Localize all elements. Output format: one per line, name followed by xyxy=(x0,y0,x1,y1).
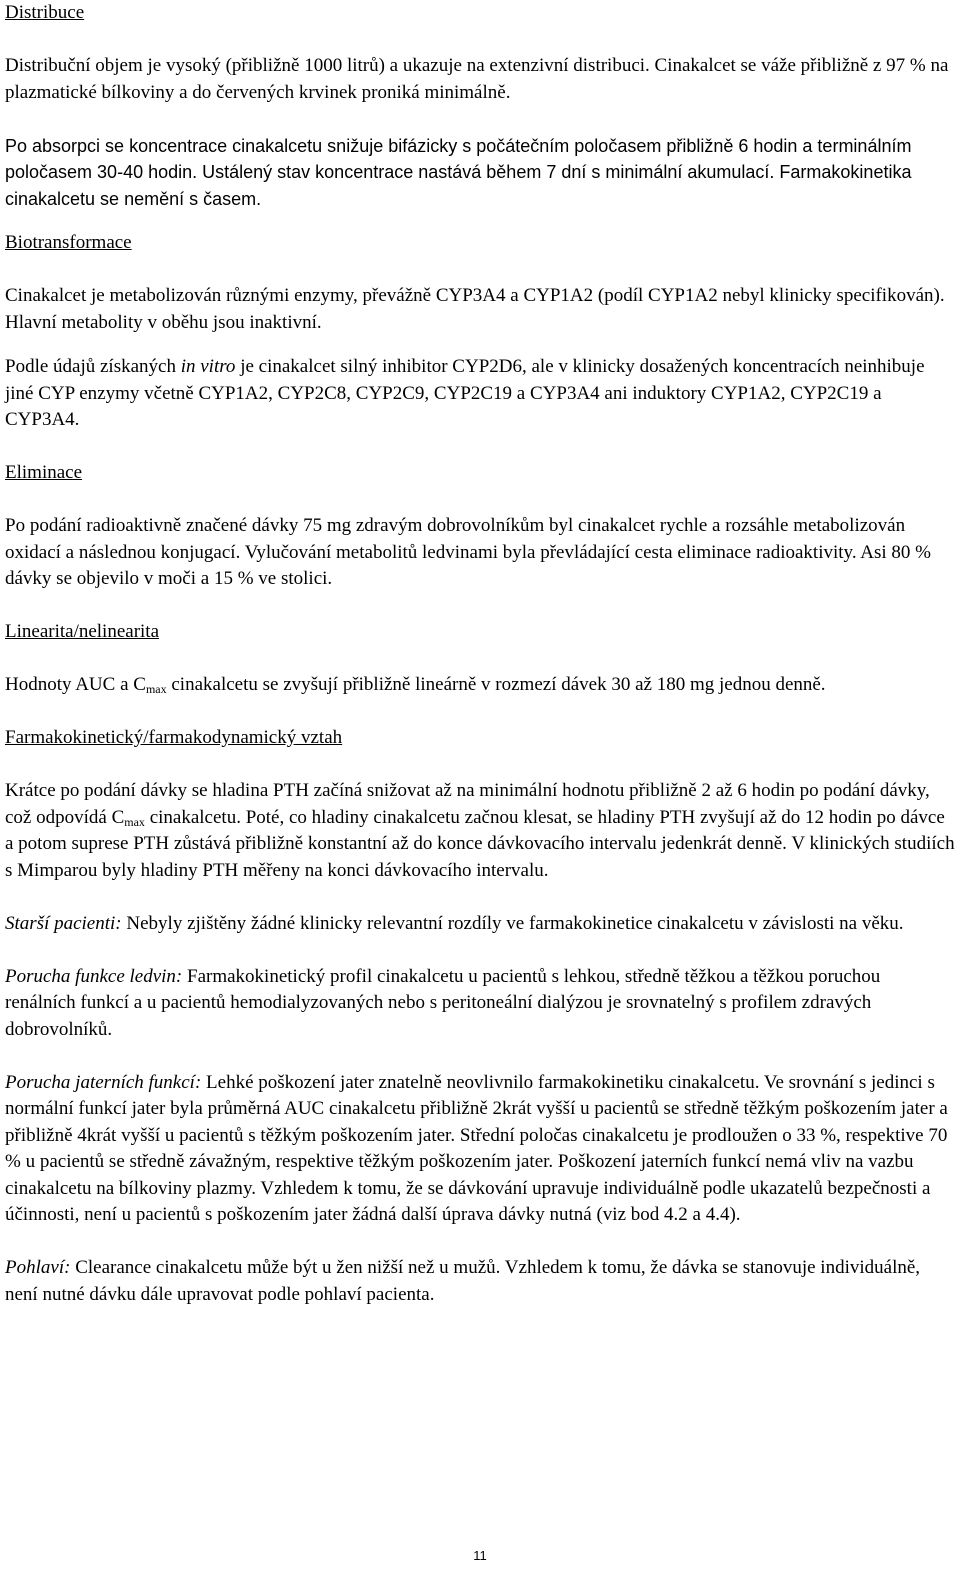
text-linearita-start: Hodnoty AUC a C xyxy=(5,674,146,695)
text-linearita-sub: max xyxy=(145,682,167,696)
paragraph-distribuce-absorption xyxy=(5,133,955,213)
label-elderly: Starší pacienti: xyxy=(5,912,122,934)
text-biotransformace-invitro-end: je cinakalcet silný inhibitor CYP2D6, ale v klinicky dosažených koncentracích neinhibuje jiné CYP enzymy včetně CYP1A2, CYP2C8, CYP2C9, CYP2C19 a CYP3A4 ani induktory CYP1A2, CYP2C19 a CYP3A4. xyxy=(5,356,925,430)
paragraph-biotransformace-invitro xyxy=(5,354,955,434)
paragraph-hepatic xyxy=(5,1070,955,1229)
text-gender: Clearance cinakalcetu může být u žen nižší než u mužů. Vzhledem k tomu, že dávka se stanovuje individuálně, není nutné dávku dále upravovat podle pohlaví pacienta. xyxy=(5,1257,921,1305)
text-pkpd-sub: max xyxy=(124,814,145,829)
paragraph-eliminace xyxy=(5,513,955,593)
paragraph-linearita xyxy=(5,672,955,699)
label-hepatic: Porucha jaterních funkcí: xyxy=(5,1071,202,1093)
paragraph-gender xyxy=(5,1255,955,1308)
page-number: 11 xyxy=(473,1548,487,1563)
text-biotransformace-invitro-italic: in vitro xyxy=(180,356,236,377)
heading-linearita: Linearita/nelinearita xyxy=(5,621,160,642)
paragraph-distribuce-volume xyxy=(5,53,955,106)
text-pkpd-end: cinakalcetu. Poté, co hladiny cinakalcetu začnou klesat, se hladiny PTH zvyšují až do 12 hodin po dávce a potom suprese PTH zůstává přibližně konstantní až do konce dávkovacího intervalu jedenkrát denně. V klinických studiích s Mimparou byly hladiny PTH měřeny na konci dávkovacího intervalu. xyxy=(5,806,955,881)
text-biotransformace-enzymes: Cinakalcet je metabolizován různými enzymy, převážně CYP3A4 a CYP1A2 (podíl CYP1A2 nebyl klinicky specifikován). Hlavní metabolity v oběhu jsou inaktivní. xyxy=(5,285,945,333)
paragraph-renal xyxy=(5,964,955,1044)
heading-eliminace: Eliminace xyxy=(5,462,83,483)
text-biotransformace-invitro-start: Podle údajů získaných xyxy=(5,356,181,377)
label-gender: Pohlaví: xyxy=(5,1257,71,1278)
heading-biotransformace: Biotransformace xyxy=(5,232,132,253)
text-hepatic: Lehké poškození jater znatelně neovlivnilo farmakokinetiku cinakalcetu. Ve srovnání s jedinci s normální funkcí jater byla průměrná AUC cinakalcetu přibližně 2krát vyšší u pacientů se středně těžkým poškozením jater a přibližně 4krát vyšší u pacientů s těžkým poškozením jater. Střední poločas cinakalcetu je prodloužen o 33 %, respektive 70 % u pacientů se středně závažným, respektive těžkým poškozením jater. Poškození jaterních funkcí nemá vliv na vazbu cinakalcetu na bílkoviny plazmy. Vzhledem k tomu, že se dávkování upravuje individuálně podle ukazatelů bezpečnosti a účinnosti, není u pacientů s poškozením jater žádná další úprava dávky nutná (viz bod 4.2 a 4.4). xyxy=(5,1071,948,1225)
text-distribuce-volume: Distribuční objem je vysoký (přibližně 1000 litrů) a ukazuje na extenzivní distribuci. Cinakalcet se váže přibližně z 97 % na plazmatické bílkoviny a do červených krvinek proniká minimálně. xyxy=(5,55,949,103)
text-elderly: Nebyly zjištěny žádné klinicky relevantní rozdíly ve farmakokinetice cinakalcetu v závislosti na věku. xyxy=(121,912,904,934)
document-page xyxy=(5,0,955,1308)
text-distribuce-absorption: Po absorpci se koncentrace cinakalcetu snižuje bifázicky s počátečním poločasem přibližně 6 hodin a terminálním poločasem 30-40 hodin. Ustálený stav koncentrace nastává během 7 dní s minimální akumulací. Farmakokinetika cinakalcetu se nemění s časem. xyxy=(5,135,912,209)
paragraph-biotransformace-enzymes xyxy=(5,283,955,336)
heading-distribuce: Distribuce xyxy=(5,2,85,23)
paragraph-pkpd xyxy=(5,778,955,884)
label-renal: Porucha funkce ledvin: xyxy=(5,965,183,987)
text-renal: Farmakokinetický profil cinakalcetu u pacientů s lehkou, středně těžkou a těžkou poruchou renálních funkcí a u pacientů hemodialyzovaných nebo s peritoneální dialýzou je srovnatelný s profilem zdravých dobrovolníků. xyxy=(5,965,881,1040)
heading-pkpd: Farmakokinetický/farmakodynamický vztah xyxy=(5,727,343,748)
paragraph-elderly xyxy=(5,911,955,938)
text-pkpd-start: Krátce po podání dávky se hladina PTH začíná snižovat až na minimální hodnotu přibližně 2 až 6 hodin po podání dávky, což odpovídá C xyxy=(5,780,930,828)
text-linearita-end: cinakalcetu se zvyšují přibližně lineárně v rozmezí dávek 30 až 180 mg jednou denně. xyxy=(166,674,826,695)
text-eliminace: Po podání radioaktivně značené dávky 75 mg zdravým dobrovolníkům byl cinakalcet rychle a rozsáhle metabolizován oxidací a následnou konjugací. Vylučování metabolitů ledvinami byla převládající cesta eliminace radioaktivity. Asi 80 % dávky se objevilo v moči a 15 % ve stolici. xyxy=(5,515,931,589)
